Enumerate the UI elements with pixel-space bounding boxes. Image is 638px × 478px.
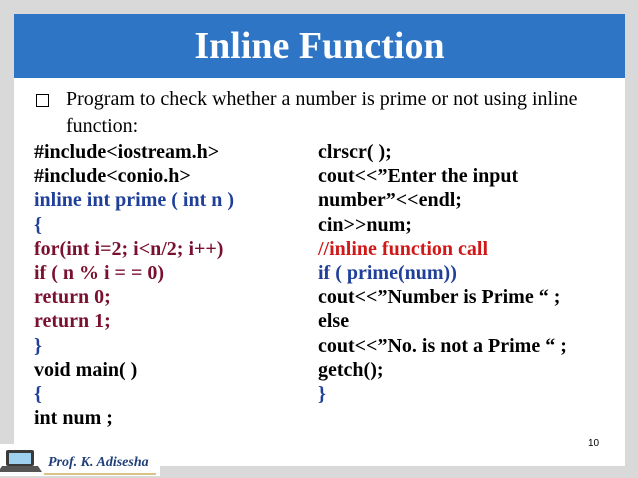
author-signature: Prof. K. Adisesha xyxy=(48,455,149,470)
code-line: if ( prime(num)) xyxy=(318,261,457,284)
slide-title: Inline Function xyxy=(194,25,445,67)
code-line: cout<<”Number is Prime “ ; xyxy=(318,286,561,309)
code-line: } xyxy=(34,334,42,357)
code-line: cout<<”Enter the input xyxy=(318,165,519,188)
code-line: } xyxy=(318,382,326,405)
code-line: int num ; xyxy=(34,407,113,430)
title-bar xyxy=(14,14,625,78)
code-line: number”<<endl; xyxy=(318,189,462,212)
code-line: cout<<”No. is not a Prime “ ; xyxy=(318,334,567,357)
code-line: else xyxy=(318,310,350,333)
code-line: clrscr( ); xyxy=(318,141,392,163)
code-line: return 1; xyxy=(34,310,111,333)
code-line: void main( ) xyxy=(34,358,138,381)
page-number: 10 xyxy=(588,438,600,449)
code-line: if ( n % i = = 0) xyxy=(34,261,165,284)
code-line: { xyxy=(34,213,42,236)
code-line: #include<iostream.h> xyxy=(34,141,220,163)
code-column-left xyxy=(34,140,234,430)
code-line: #include<conio.h> xyxy=(34,165,191,188)
code-line: //inline function call xyxy=(318,237,489,260)
code-column-right xyxy=(318,140,567,406)
bullet-text: Program to check whether a number is prime or not using inline function: xyxy=(66,88,578,137)
code-line: return 0; xyxy=(34,286,111,309)
code-line: inline int prime ( int n ) xyxy=(34,189,235,212)
code-line: for(int i=2; i<n/2; i++) xyxy=(34,237,224,260)
square-bullet-icon xyxy=(36,94,49,107)
code-line: getch(); xyxy=(318,358,384,381)
code-line: { xyxy=(34,382,42,405)
code-line: cin>>num; xyxy=(318,213,412,236)
bullet-point xyxy=(34,86,614,140)
